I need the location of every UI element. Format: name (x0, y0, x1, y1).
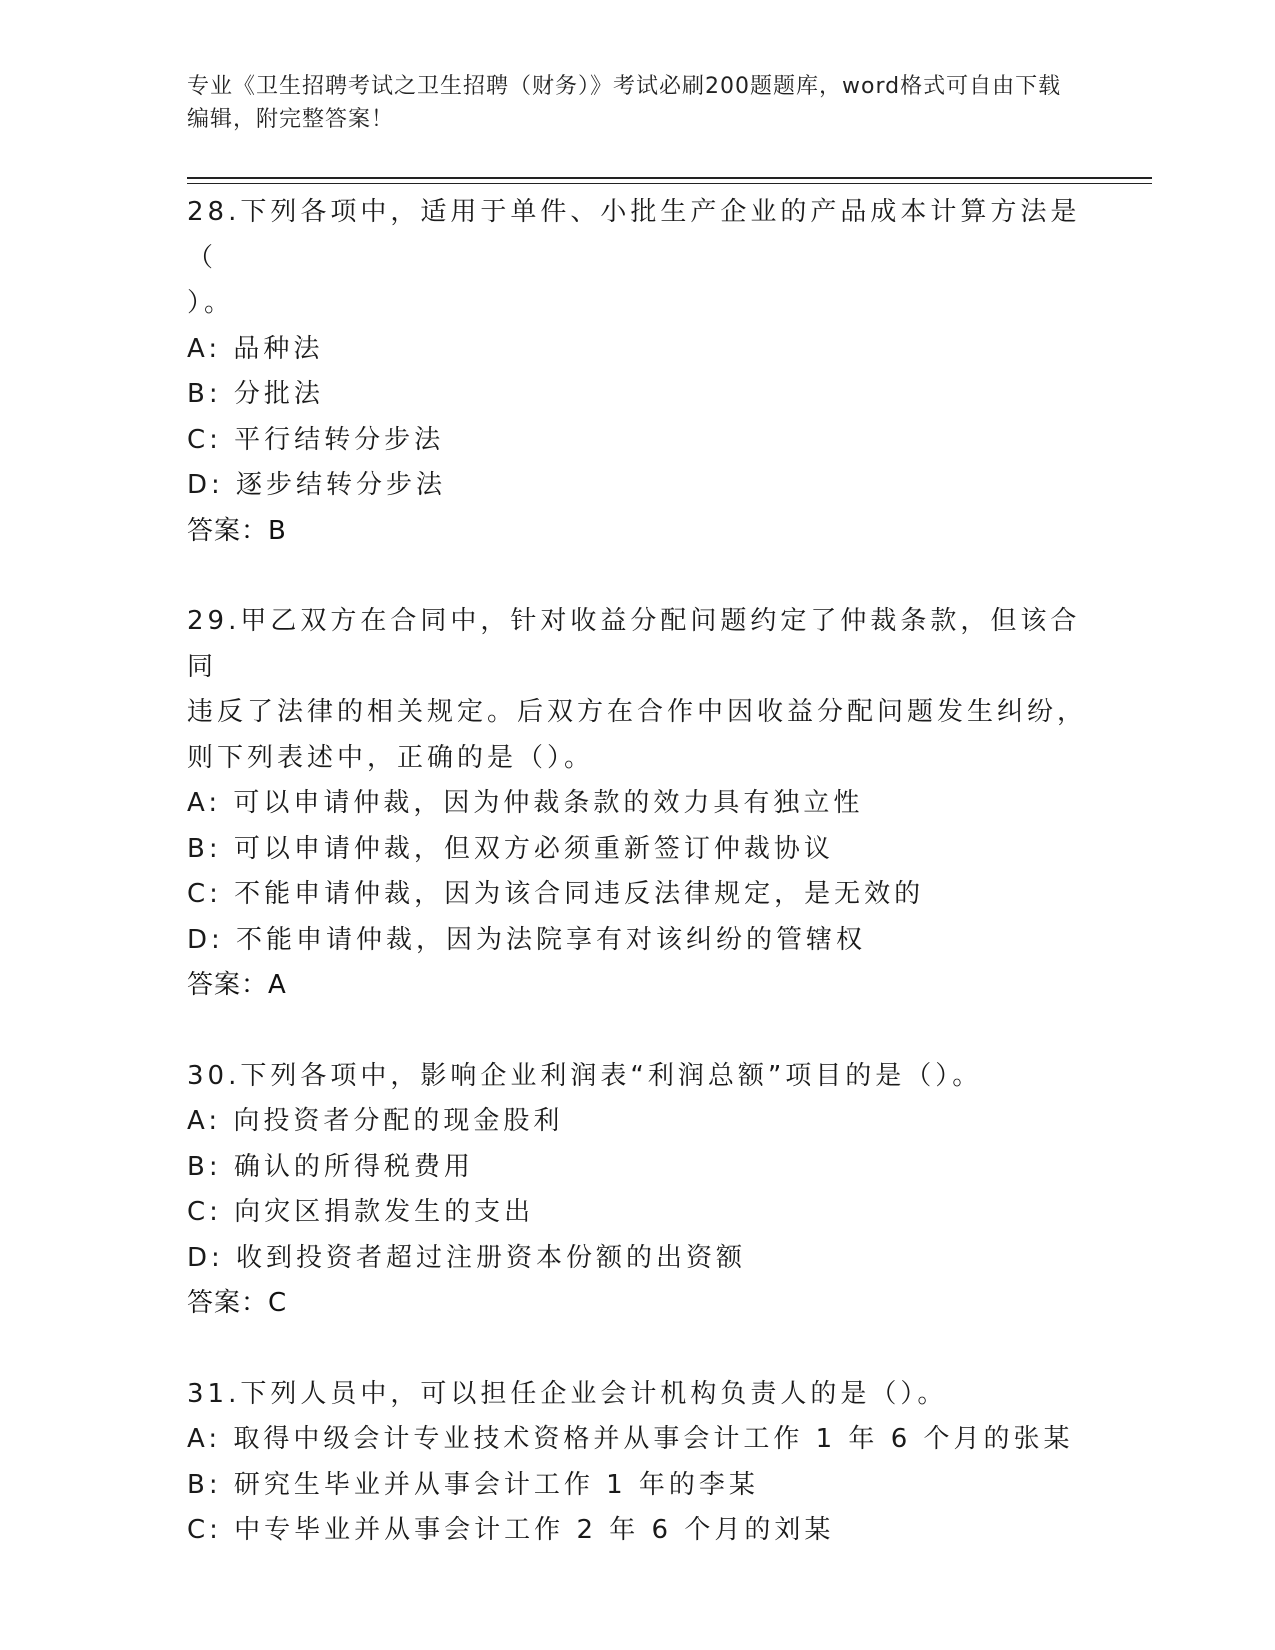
answer: 答案：B (187, 515, 287, 546)
question-stem: 30.下列各项中，影响企业利润表“利润总额”项目的是（）。 (187, 1060, 983, 1091)
option-a: A: 可以申请仲裁，因为仲裁条款的效力具有独立性 (187, 788, 864, 818)
option-c: C: 不能申请仲裁，因为该合同违反法律规定，是无效的 (187, 879, 925, 909)
option-b: B: 可以申请仲裁，但双方必须重新签订仲裁协议 (187, 833, 834, 864)
question-list (187, 190, 1107, 1599)
option-b: B: 确认的所得税费用 (187, 1151, 474, 1182)
option-a: A: 品种法 (187, 333, 324, 364)
question-stem: 28.下列各项中，适用于单件、小批生产企业的产品成本计算方法是（ (187, 197, 1081, 273)
option-c: C: 中专毕业并从事会计工作 2 年 6 个月的刘某 (187, 1515, 835, 1545)
question-stem: 29.甲乙双方在合同中，针对收益分配问题约定了仲裁条款，但该合同 (187, 606, 1081, 682)
option-a: A: 取得中级会计专业技术资格并从事会计工作 1 年 6 个月的张某 (187, 1424, 1074, 1454)
question-stem: 则下列表述中，正确的是（）。 (187, 742, 595, 773)
option-d: D: 不能申请仲裁，因为法院享有对该纠纷的管辖权 (187, 924, 867, 955)
question-stem: 31.下列人员中，可以担任企业会计机构负责人的是（）。 (187, 1378, 948, 1409)
option-d: D: 逐步结转分步法 (187, 470, 447, 500)
question-31 (187, 1372, 1107, 1554)
option-b: B: 分批法 (187, 379, 324, 409)
option-b: B: 研究生毕业并从事会计工作 1 年的李某 (187, 1469, 759, 1500)
option-d: D: 收到投资者超过注册资本份额的出资额 (187, 1242, 747, 1273)
answer: 答案：A (187, 970, 287, 1000)
option-c: C: 平行结转分步法 (187, 424, 445, 455)
option-c: C: 向灾区捐款发生的支出 (187, 1197, 535, 1227)
question-stem: 违反了法律的相关规定。后双方在合作中因收益分配问题发生纠纷， (187, 697, 1088, 727)
document-header: 专业《卫生招聘考试之卫生招聘（财务）》考试必刷200题题库，word格式可自由下载编辑，附完整答案！ (187, 74, 1062, 132)
question-stem: ）。 (187, 288, 235, 318)
header-rule-thin (187, 183, 1152, 184)
answer: 答案：C (187, 1288, 288, 1318)
header-rule-thick (187, 177, 1152, 179)
question-30 (187, 1054, 1107, 1327)
question-28 (187, 190, 1107, 554)
option-a: A: 向投资者分配的现金股利 (187, 1106, 564, 1136)
question-29 (187, 599, 1107, 1009)
